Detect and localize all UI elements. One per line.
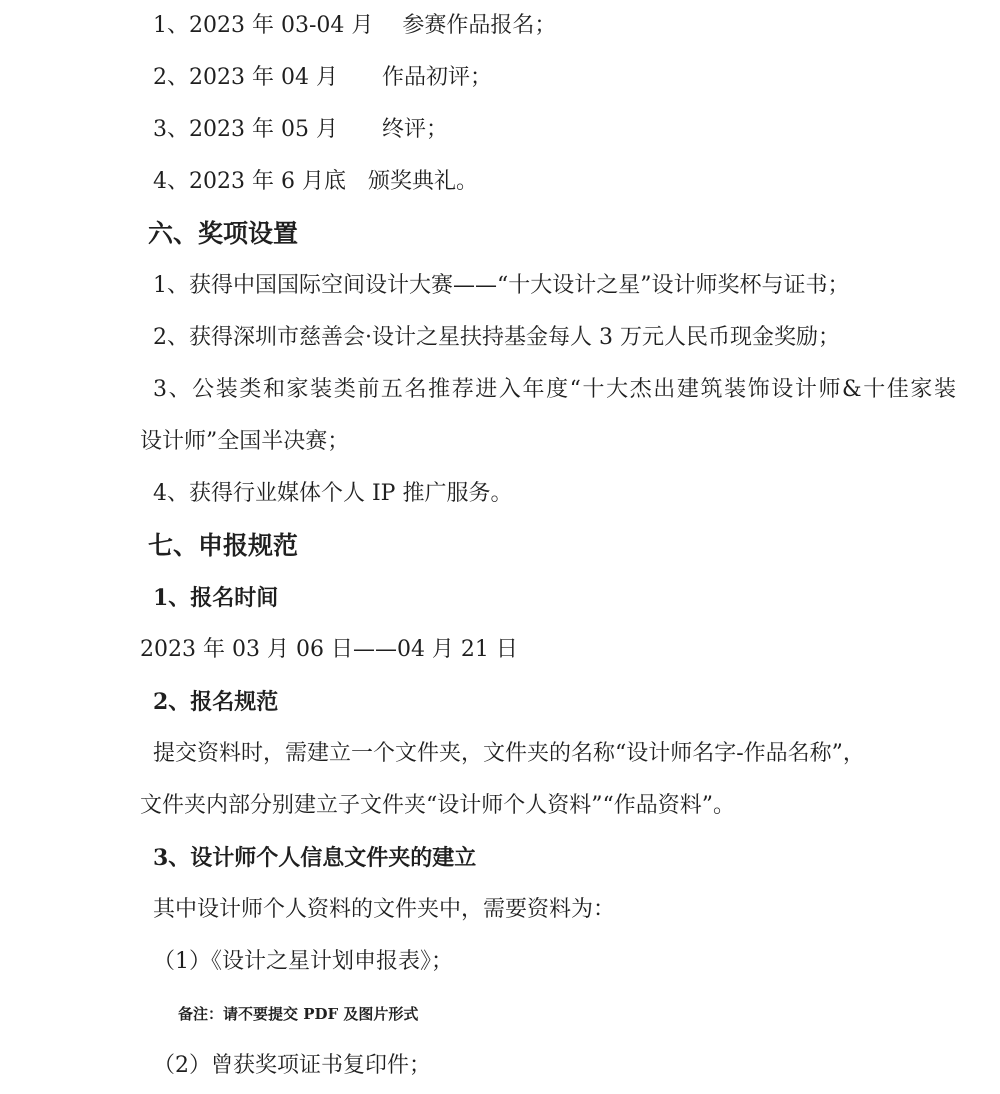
document-line-plain: 设计师”全国半决赛； — [140, 429, 350, 454]
document-line-note: 备注：请不要提交 PDF 及图片形式 — [178, 1005, 419, 1023]
document-line-item: 3、2023 年 05 月 终评； — [153, 117, 448, 142]
document-line-item: （1）《设计之星计划申报表》； — [153, 949, 453, 974]
document-line-item-bold: 1、报名时间 — [153, 585, 279, 611]
document-line-item: 2、2023 年 04 月 作品初评； — [153, 65, 492, 90]
document-line-item: 4、2023 年 6 月底 颁奖典礼。 — [153, 169, 478, 194]
document-line-heading: 六、奖项设置 — [148, 219, 299, 248]
document-line-item: 1、获得中国国际空间设计大赛——“十大设计之星”设计师奖杯与证书； — [153, 273, 850, 298]
document-line-item: 提交资料时，需建立一个文件夹，文件夹的名称“设计师名字-作品名称”， — [153, 741, 865, 766]
document-line-plain: 2023 年 03 月 06 日——04 月 21 日 — [140, 637, 518, 662]
document-line-item-bold: 3、设计师个人信息文件夹的建立 — [153, 845, 477, 871]
document-line-item: 1、2023 年 03-04 月 参赛作品报名； — [153, 13, 557, 38]
document-line-item: 4、获得行业媒体个人 IP 推广服务。 — [153, 481, 513, 506]
document-line-item-justify: 3、公装类和家装类前五名推荐进入年度“十大杰出建筑装饰设计师&十佳家装 — [153, 377, 956, 402]
document-content — [140, 0, 956, 1092]
document-line-item: 2、获得深圳市慈善会·设计之星扶持基金每人 3 万元人民币现金奖励； — [153, 325, 840, 350]
document-line-plain: 文件夹内部分别建立子文件夹“设计师个人资料”“作品资料”。 — [140, 793, 735, 818]
document-line-heading: 七、申报规范 — [148, 531, 299, 560]
document-line-item: （2）曾获奖项证书复印件； — [153, 1053, 431, 1078]
document-line-item-bold: 2、报名规范 — [153, 689, 279, 715]
document-line-item: 其中设计师个人资料的文件夹中，需要资料为： — [153, 897, 616, 922]
